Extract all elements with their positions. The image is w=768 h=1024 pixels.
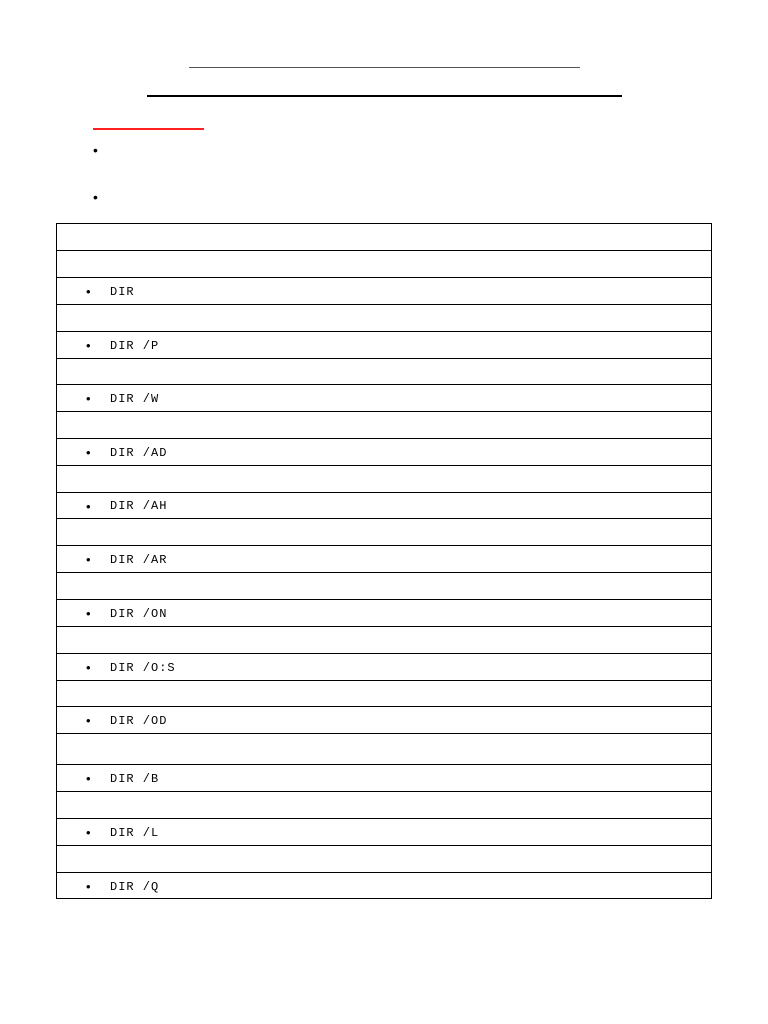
bullet-point: • bbox=[86, 771, 91, 786]
command-text: DIR /ON bbox=[110, 607, 168, 621]
bullet-point: • bbox=[86, 391, 91, 406]
table-row bbox=[57, 305, 711, 332]
table-row bbox=[57, 412, 711, 439]
command-text: DIR /Q bbox=[110, 880, 160, 894]
command-text: DIR /AH bbox=[110, 499, 168, 513]
table-row bbox=[57, 224, 711, 251]
table-row bbox=[57, 439, 711, 466]
bullet-point: • bbox=[86, 713, 91, 728]
bullet-point: • bbox=[86, 338, 91, 353]
subtitle-rule bbox=[147, 95, 622, 97]
command-text: DIR /B bbox=[110, 772, 160, 786]
table-row bbox=[57, 519, 711, 546]
table-row bbox=[57, 359, 711, 385]
bullet-point: • bbox=[86, 606, 91, 621]
table-row bbox=[57, 546, 711, 573]
table-row bbox=[57, 765, 711, 792]
table-row bbox=[57, 278, 711, 305]
table-row bbox=[57, 385, 711, 412]
table-row bbox=[57, 707, 711, 734]
bullet-point: • bbox=[86, 879, 91, 894]
table-row bbox=[57, 654, 711, 681]
table-row bbox=[57, 573, 711, 600]
command-text: DIR /AD bbox=[110, 446, 168, 460]
table-row bbox=[57, 251, 711, 278]
command-text: DIR /W bbox=[110, 392, 160, 406]
table-row bbox=[57, 734, 711, 765]
bullet-point: • bbox=[86, 499, 91, 514]
command-text: DIR /P bbox=[110, 339, 160, 353]
title-rule bbox=[189, 67, 580, 68]
bullet-point: • bbox=[86, 552, 91, 567]
table-row bbox=[57, 466, 711, 493]
table-row bbox=[57, 873, 711, 900]
command-text: DIR bbox=[110, 285, 135, 299]
heading-underline bbox=[93, 128, 204, 130]
command-text: DIR /O:S bbox=[110, 661, 176, 675]
command-text: DIR /L bbox=[110, 826, 160, 840]
bullet-point: • bbox=[93, 189, 98, 205]
command-table bbox=[56, 223, 712, 899]
bullet-point: • bbox=[86, 284, 91, 299]
command-text: DIR /OD bbox=[110, 714, 168, 728]
bullet-point: • bbox=[86, 445, 91, 460]
table-row bbox=[57, 332, 711, 359]
table-row bbox=[57, 600, 711, 627]
table-row bbox=[57, 819, 711, 846]
table-row bbox=[57, 846, 711, 873]
bullet-point: • bbox=[86, 825, 91, 840]
table-row bbox=[57, 681, 711, 707]
command-text: DIR /AR bbox=[110, 553, 168, 567]
bullet-point: • bbox=[93, 142, 98, 158]
table-row bbox=[57, 792, 711, 819]
table-row bbox=[57, 627, 711, 654]
table-row bbox=[57, 493, 711, 519]
bullet-point: • bbox=[86, 660, 91, 675]
